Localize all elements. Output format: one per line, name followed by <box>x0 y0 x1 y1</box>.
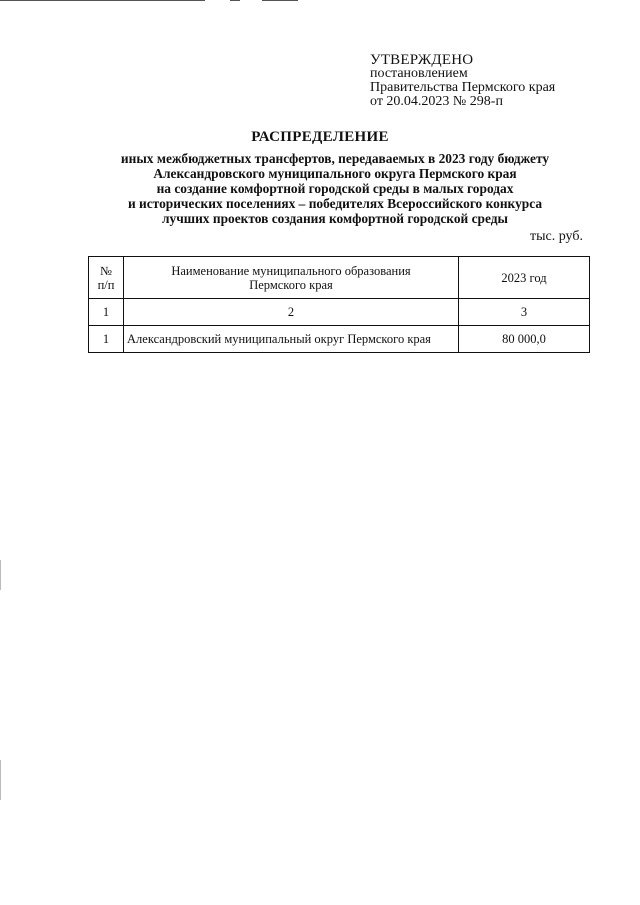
header-name-line-1: Наименование муниципального образования <box>171 263 411 278</box>
index-cell: 3 <box>459 299 590 326</box>
approval-stamp <box>370 53 555 109</box>
subtitle-line: и исторических поселениях – победителях Всероссийского конкурса <box>127 196 543 211</box>
scan-edge-top <box>0 0 640 3</box>
header-number-symbol: № <box>100 263 112 278</box>
scan-edge-left <box>0 560 1 590</box>
row-number: 1 <box>89 326 124 353</box>
subtitle-line: на создание комфортной городской среды в малых городах <box>156 181 514 196</box>
row-municipality-name: Александровский муниципальный округ Пермского края <box>124 326 459 353</box>
approval-heading: УТВЕРЖДЕНО <box>370 52 474 68</box>
approval-line-1: постановлением <box>370 66 468 81</box>
subtitle-line: иных межбюджетных трансфертов, передаваемых в 2023 году бюджету <box>120 151 550 166</box>
units-label: тыс. руб. <box>530 229 583 244</box>
header-number <box>89 257 124 299</box>
header-name <box>124 257 459 299</box>
row-amount: 80 000,0 <box>459 326 590 353</box>
approval-line-3: от 20.04.2023 № 298-п <box>370 94 503 109</box>
header-year: 2023 год <box>459 257 590 299</box>
table-index-row <box>89 299 590 326</box>
table-header-row <box>89 257 590 299</box>
header-number-abbrev: п/п <box>97 277 115 292</box>
scan-edge-left-lower <box>0 760 1 800</box>
index-cell: 2 <box>124 299 459 326</box>
document-title: РАСПРЕДЕЛЕНИЕ <box>251 129 389 145</box>
index-cell: 1 <box>89 299 124 326</box>
document-subtitle <box>80 151 590 226</box>
approval-line-2: Правительства Пермского края <box>370 80 556 95</box>
subtitle-line: лучших проектов создания комфортной городской среды <box>162 211 508 226</box>
header-name-line-2: Пермского края <box>249 277 333 292</box>
subtitle-line: Александровского муниципального округа Пермского края <box>153 166 517 181</box>
distribution-table <box>88 256 590 353</box>
table-row <box>89 326 590 353</box>
